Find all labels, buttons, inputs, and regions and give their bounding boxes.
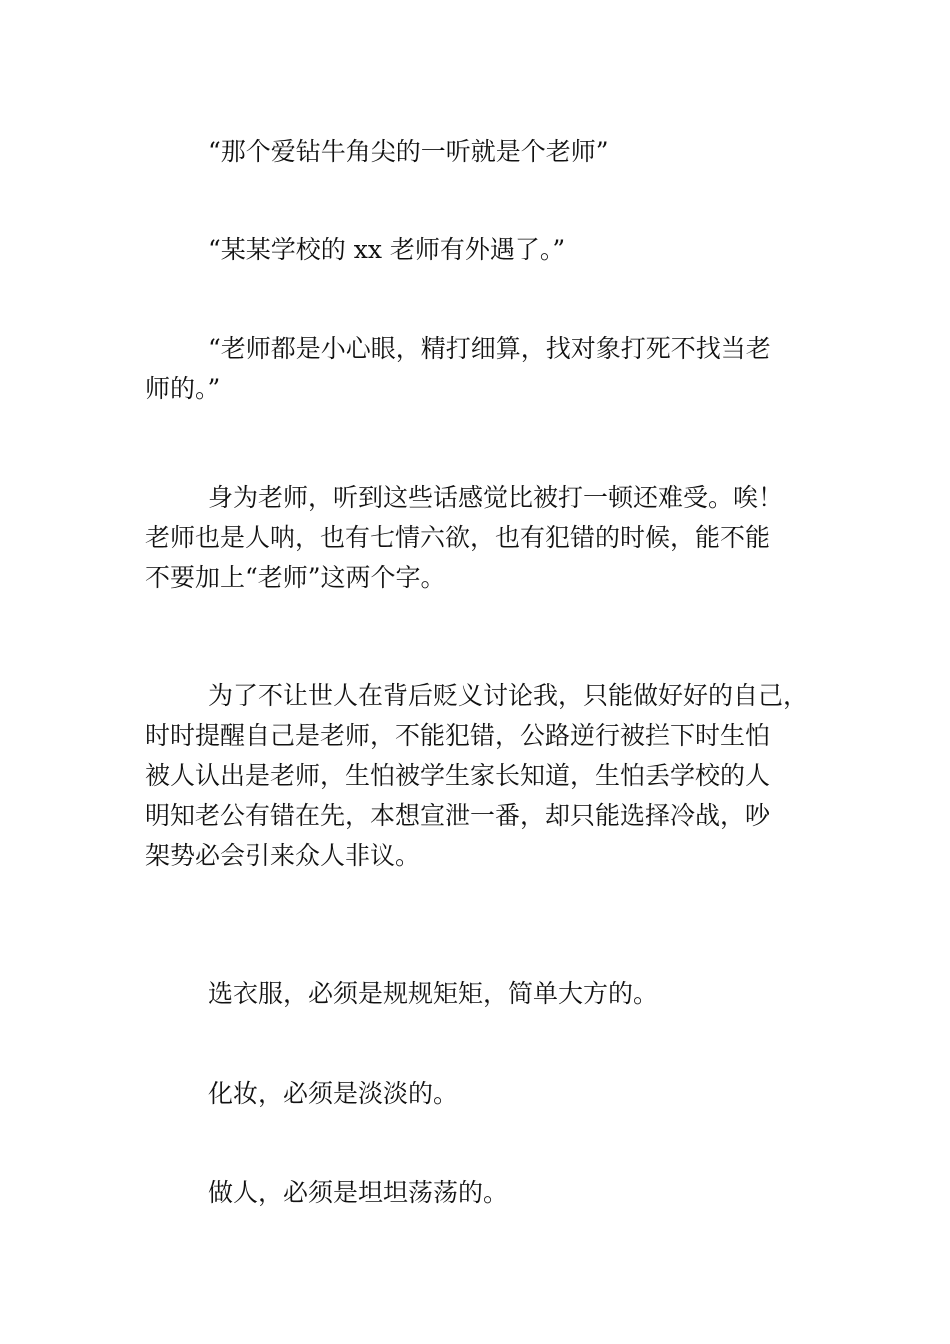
paragraph-1 [145,132,810,172]
paragraph-6 [145,974,810,1014]
paragraph-7 [145,1074,810,1114]
paragraph-5-line-1: 为了不让世人在背后贬义讨论我，只能做好好的自己， [208,681,809,710]
paragraph-4-line-1: 身为老师，听到这些话感觉比被打一顿还难受。唉！ [208,483,784,512]
paragraph-2 [145,230,810,270]
paragraph-4-line-3: 不要加上“老师”这两个字。 [145,563,446,592]
paragraph-5 [145,676,810,876]
paragraph-4-line-2: 老师也是人呐，也有七情六欲，也有犯错的时候，能不能 [145,523,771,552]
paragraph-8-line-1: 做人，必须是坦坦荡荡的。 [208,1178,509,1207]
paragraph-8 [145,1173,810,1213]
paragraph-2-line-1: “某某学校的 xx 老师有外遇了。” [208,235,566,264]
paragraph-5-line-5: 架势必会引来众人非议。 [145,841,421,870]
paragraph-5-line-3: 被人认出是老师，生怕被学生家长知道，生怕丢学校的人 [145,761,771,790]
paragraph-3-line-2: 师的。” [145,374,221,403]
paragraph-5-line-4: 明知老公有错在先，本想宣泄一番，却只能选择冷战，吵 [145,801,771,830]
paragraph-7-line-1: 化妆，必须是淡淡的。 [208,1079,459,1108]
paragraph-6-line-1: 选衣服，必须是规规矩矩，简单大方的。 [208,979,659,1008]
paragraph-3-line-1: “老师都是小心眼，精打细算，找对象打死不找当老 [208,334,771,363]
paragraph-5-line-2: 时时提醒自己是老师，不能犯错，公路逆行被拦下时生怕 [145,721,771,750]
paragraph-4 [145,478,810,598]
paragraph-3 [145,329,810,409]
paragraph-1-line-1: “那个爱钻牛角尖的一听就是个老师” [208,137,609,166]
